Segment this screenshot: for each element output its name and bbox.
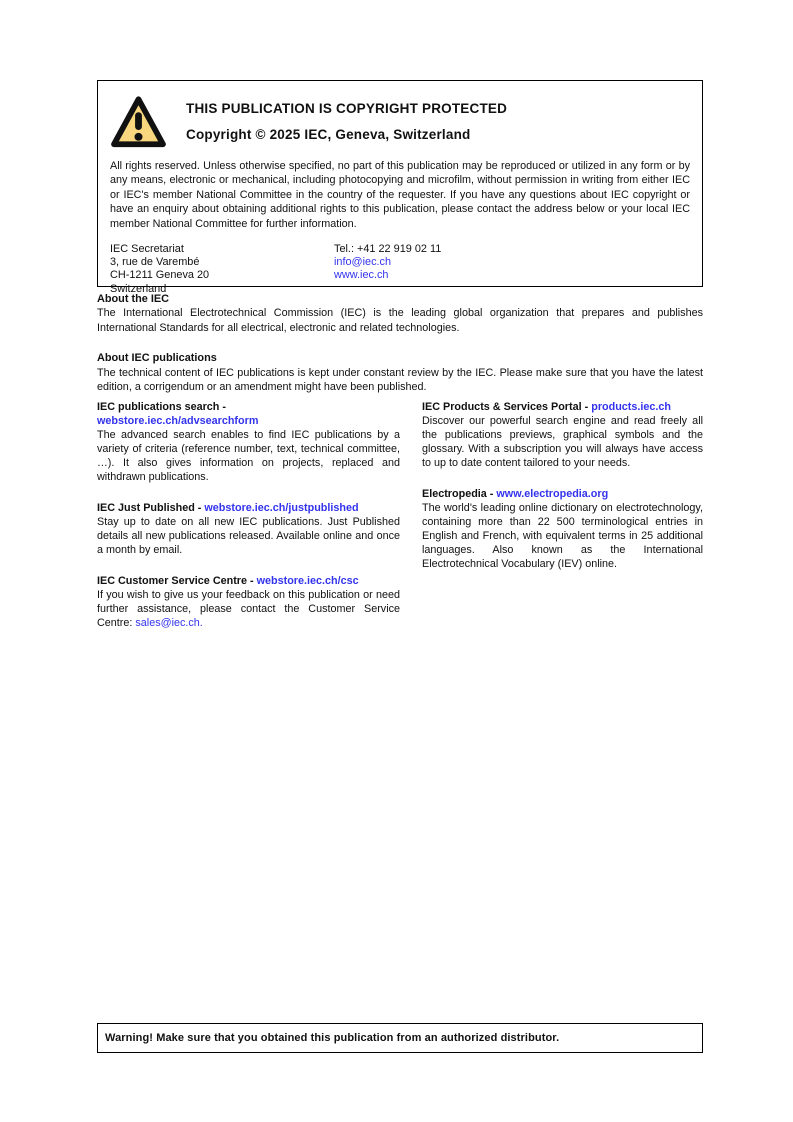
just-published-label: IEC Just Published - xyxy=(97,502,202,515)
sales-email-link[interactable]: sales@iec.ch. xyxy=(135,617,203,630)
email-link[interactable]: info@iec.ch xyxy=(334,256,392,269)
resources-right-column xyxy=(422,400,703,647)
just-published-heading xyxy=(97,501,400,515)
customer-service-block xyxy=(97,574,400,630)
about-publications-section xyxy=(97,351,703,394)
distributor-warning-text: Warning! Make sure that you obtained this publication from an authorized distributor. xyxy=(105,1032,560,1044)
about-iec-section xyxy=(97,292,703,335)
customer-service-text-lead: If you wish to give us your feedback on this publication or need further assistance, please contact the Customer Service Centre: xyxy=(97,589,400,630)
about-iec-text: The International Electrotechnical Commission (IEC) is the leading global organization that prepares and publishes International Standards for all electrical, electronic and related technologies. xyxy=(97,307,703,334)
products-portal-text: Discover our powerful search engine and read freely all the publications previews, graphical symbols and the glossary. With a subscription you will always have access to up to date content tailored to your needs. xyxy=(422,415,703,470)
advsearchform-link[interactable]: webstore.iec.ch/advsearchform xyxy=(97,415,259,428)
customer-service-text xyxy=(97,588,400,630)
page-body xyxy=(97,292,703,647)
copyright-notice-box xyxy=(97,80,703,295)
address-line-2: CH-1211 Geneva 20 xyxy=(110,269,210,282)
justpublished-link[interactable]: webstore.iec.ch/justpublished xyxy=(204,502,359,515)
products-portal-label: IEC Products & Services Portal - xyxy=(422,401,589,414)
electropedia-text: The world's leading online dictionary on electrotechnology, containing more than 22 500 terminological entries in English and French, with equivalent terms in 25 additional languages. Also known as the International Electrotechnical Vocabulary (IEV) online. xyxy=(422,502,703,571)
customer-service-label: IEC Customer Service Centre - xyxy=(97,575,254,588)
website-link[interactable]: www.iec.ch xyxy=(334,269,389,282)
copyright-protected-title: THIS PUBLICATION IS COPYRIGHT PROTECTED xyxy=(186,101,508,116)
distributor-warning-box xyxy=(97,1023,703,1053)
address-line-1: 3, rue de Varembé xyxy=(110,256,200,269)
electropedia-heading xyxy=(422,487,703,501)
csc-link[interactable]: webstore.iec.ch/csc xyxy=(256,575,359,588)
resources-left-column xyxy=(97,400,400,647)
products-portal-link[interactable]: products.iec.ch xyxy=(591,401,672,414)
electropedia-block xyxy=(422,487,703,571)
rights-reserved-paragraph: All rights reserved. Unless otherwise specified, no part of this publication may be reproduced or utilized in any form or by any means, electronic or mechanical, including photocopying and microfilm, without permission in writing from either IEC or IEC's member National Committee in the country of the requester. If you have any questions about IEC copyright or have an enquiry about obtaining additional rights to this publication, please contact the address below or your local IEC member National Committee for further information. xyxy=(110,160,690,230)
publications-search-text: The advanced search enables to find IEC publications by a variety of criteria (reference number, text, technical committee, …). It also gives information on projects, replaced and withdrawn publications. xyxy=(97,429,400,484)
electropedia-label: Electropedia - xyxy=(422,488,494,501)
just-published-block xyxy=(97,501,400,557)
publications-search-label: IEC publications search - xyxy=(97,401,226,414)
about-iec-heading: About the IEC xyxy=(97,293,169,305)
telephone-number: Tel.: +41 22 919 02 11 xyxy=(334,243,442,256)
secretariat-phone-web xyxy=(334,243,441,296)
copyright-box-titles xyxy=(186,92,507,142)
publications-search-block xyxy=(97,400,400,484)
about-publications-heading: About IEC publications xyxy=(97,352,217,365)
about-publications-text: The technical content of IEC publications is kept under constant review by the IEC. Please make sure that you have the latest edition, a corrigendum or an amendment might have been published. xyxy=(97,366,703,394)
electropedia-link[interactable]: www.electropedia.org xyxy=(496,488,609,501)
copyright-year-line: Copyright © 2025 IEC, Geneva, Switzerland xyxy=(186,127,471,142)
warning-triangle-icon xyxy=(110,92,167,152)
products-portal-block xyxy=(422,400,703,470)
secretariat-contact-block xyxy=(110,243,690,296)
just-published-text: Stay up to date on all new IEC publications. Just Published details all new publications released. Available online and once a month by email. xyxy=(97,516,400,557)
secretariat-name: IEC Secretariat xyxy=(110,243,184,256)
address-line-3: Switzerland xyxy=(110,282,167,295)
customer-service-heading xyxy=(97,574,400,588)
secretariat-address xyxy=(110,243,334,296)
products-portal-heading xyxy=(422,400,703,414)
resources-columns xyxy=(97,400,703,647)
copyright-box-header xyxy=(98,81,702,152)
publications-search-heading xyxy=(97,400,400,428)
